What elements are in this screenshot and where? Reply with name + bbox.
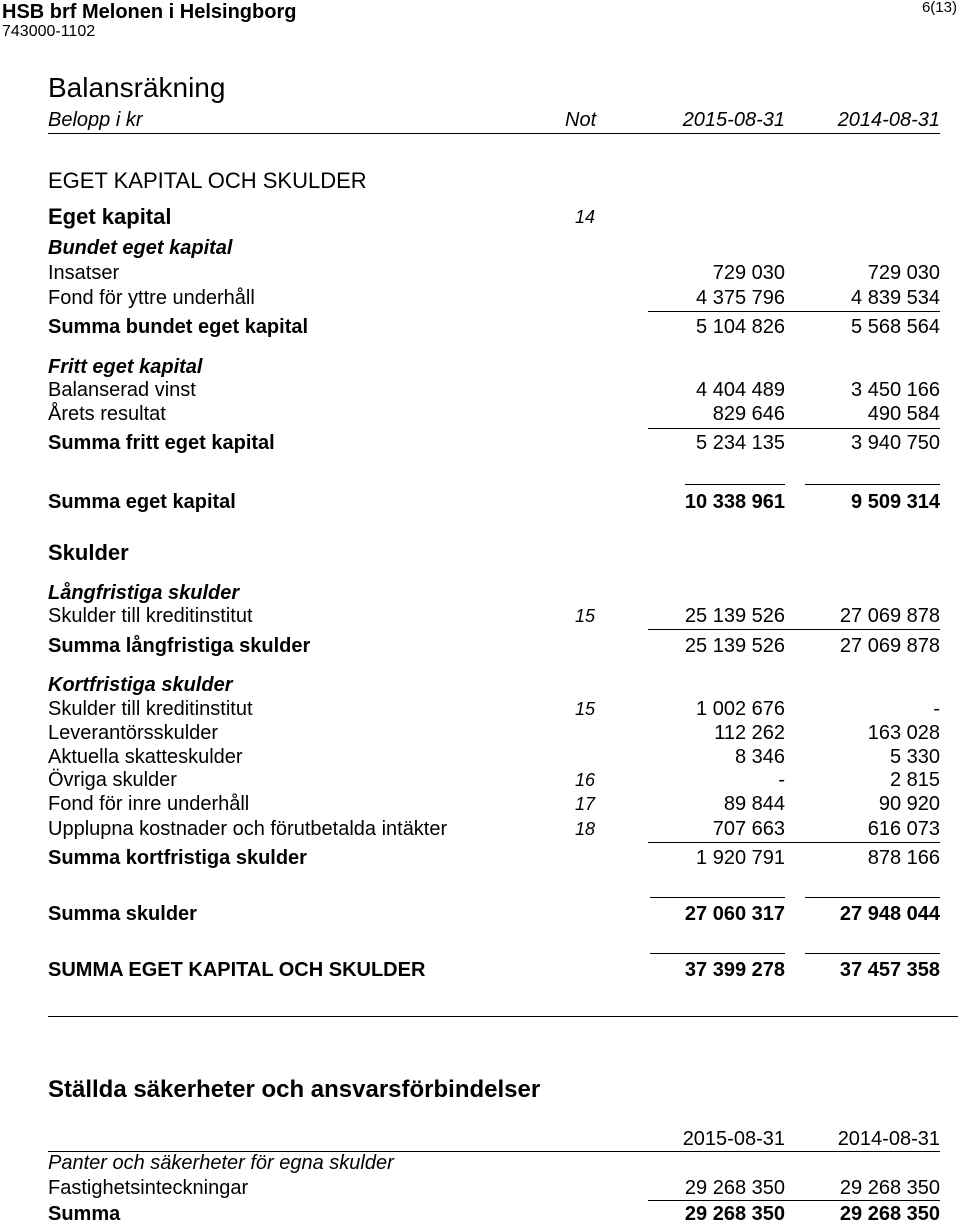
subtotal-rule: [648, 629, 940, 630]
row-aktuella-skatteskulder: [0, 746, 960, 768]
row-skulder-heading: [0, 542, 960, 564]
row-fritt-eget-kapital-heading: [0, 356, 960, 378]
row-summa-eget-kapital: [0, 491, 960, 513]
row-label: Skulder: [48, 540, 129, 565]
row-label: Summa kortfristiga skulder: [48, 847, 307, 869]
column-header-amount: Belopp i kr: [48, 109, 143, 131]
value-previous: 616 073: [867, 818, 940, 840]
value-previous: 5 330: [889, 746, 940, 768]
row-skulder-kreditinstitut-long: [0, 605, 960, 627]
row-bundet-eget-kapital-heading: [0, 237, 960, 259]
column-header-previous-year: 2014-08-31: [837, 1128, 940, 1150]
value-previous: 29 268 350: [839, 1203, 940, 1225]
row-eget-kapital-heading: [0, 206, 960, 228]
organization-name: HSB brf Melonen i Helsingborg: [2, 1, 297, 23]
row-label: Summa långfristiga skulder: [48, 635, 311, 657]
value-current: 4 375 796: [696, 287, 785, 309]
row-label: Balanserad vinst: [48, 379, 196, 401]
row-fond-yttre-underhall: [0, 287, 960, 309]
row-fastighetsinteckningar: [0, 1177, 960, 1199]
value-current: 112 262: [714, 722, 785, 744]
row-label: Insatser: [48, 262, 120, 284]
value-current: 1 920 791: [696, 847, 785, 869]
column-header-current-year: 2015-08-31: [682, 109, 785, 131]
row-label: Upplupna kostnader och förutbetalda intäkter: [48, 818, 448, 840]
value-current: 25 139 526: [684, 635, 785, 657]
value-current: 8 346: [734, 746, 785, 768]
row-note: 14: [575, 207, 596, 227]
row-summa-bundet-eget-kapital: [0, 316, 960, 338]
row-label: Långfristiga skulder: [48, 582, 240, 604]
row-pledges-summa: [0, 1203, 960, 1225]
row-label: Panter och säkerheter för egna skulder: [48, 1152, 394, 1174]
row-label: Kortfristiga skulder: [48, 674, 233, 696]
row-summa-kortfristiga-skulder: [0, 847, 960, 869]
value-previous: -: [933, 698, 940, 720]
section-title: EGET KAPITAL OCH SKULDER: [48, 168, 367, 193]
value-current: 27 060 317: [684, 903, 785, 925]
row-summa-eget-kapital-och-skulder: [0, 959, 960, 981]
row-balanserad-vinst: [0, 379, 960, 401]
value-previous: 27 069 878: [839, 605, 940, 627]
value-current: 25 139 526: [684, 605, 785, 627]
row-note: 16: [575, 770, 596, 790]
row-label: Summa skulder: [48, 903, 197, 925]
value-previous: 3 450 166: [851, 379, 940, 401]
row-skulder-kreditinstitut-short: [0, 698, 960, 720]
page-title: Balansräkning: [48, 72, 226, 103]
value-current: 829 646: [712, 403, 785, 425]
pledges-title: Ställda säkerheter och ansvarsförbindelser: [48, 1076, 541, 1103]
row-fond-inre-underhall: [0, 793, 960, 815]
row-upplupna-kostnader: [0, 818, 960, 840]
row-ovriga-skulder: [0, 769, 960, 791]
value-previous: 5 568 564: [851, 316, 940, 338]
row-note: 18: [575, 819, 596, 839]
row-label: Fond för inre underhåll: [48, 793, 250, 815]
value-previous: 29 268 350: [839, 1177, 940, 1199]
header-rule: [48, 133, 940, 134]
row-label: Summa fritt eget kapital: [48, 432, 275, 454]
row-note: 15: [575, 606, 596, 626]
value-previous: 3 940 750: [851, 432, 940, 454]
value-previous: 163 028: [867, 722, 940, 744]
value-previous: 490 584: [867, 403, 940, 425]
column-header-current-year: 2015-08-31: [682, 1128, 785, 1150]
value-current: 37 399 278: [684, 959, 785, 981]
value-current: 1 002 676: [696, 698, 785, 720]
row-label: Summa eget kapital: [48, 491, 236, 513]
row-label: Skulder till kreditinstitut: [48, 605, 253, 627]
column-header-note: Not: [565, 109, 597, 131]
pledges-column-header-row: [0, 1128, 960, 1150]
subtotal-rule: [648, 1200, 940, 1201]
row-arets-resultat: [0, 403, 960, 425]
value-previous: 90 920: [878, 793, 940, 815]
row-insatser: [0, 262, 960, 284]
value-current: 4 404 489: [696, 379, 785, 401]
value-previous: 729 030: [867, 262, 940, 284]
subtotal-rule: [648, 428, 940, 429]
column-header-row: [0, 109, 960, 131]
value-current: -: [778, 769, 785, 791]
row-label: Årets resultat: [48, 403, 166, 425]
row-note: 15: [575, 699, 596, 719]
value-current: 10 338 961: [684, 491, 785, 513]
total-rule-previous: [805, 484, 940, 485]
value-current: 729 030: [712, 262, 785, 284]
row-label: Skulder till kreditinstitut: [48, 698, 253, 720]
value-current: 707 663: [712, 818, 785, 840]
value-previous: 2 815: [889, 769, 940, 791]
row-label: Aktuella skatteskulder: [48, 746, 243, 768]
value-previous: 9 509 314: [851, 491, 940, 513]
row-note: 17: [575, 794, 596, 814]
value-previous: 878 166: [867, 847, 940, 869]
value-previous: 4 839 534: [851, 287, 940, 309]
section-divider: [48, 1016, 958, 1017]
row-label: Summa bundet eget kapital: [48, 316, 309, 338]
value-previous: 27 948 044: [839, 903, 940, 925]
value-previous: 37 457 358: [839, 959, 940, 981]
page-number: 6(13): [921, 0, 957, 16]
row-label: Fond för yttre underhåll: [48, 287, 255, 309]
row-summa-fritt-eget-kapital: [0, 432, 960, 454]
row-summa-skulder: [0, 903, 960, 925]
total-rule-current: [650, 953, 785, 954]
row-label: Fritt eget kapital: [48, 356, 203, 378]
row-label: Summa: [48, 1203, 121, 1225]
row-label: Eget kapital: [48, 204, 172, 229]
row-label: Leverantörsskulder: [48, 722, 219, 744]
total-rule-current: [650, 897, 785, 898]
value-current: 5 104 826: [696, 316, 785, 338]
row-langfristiga-skulder-heading: [0, 582, 960, 604]
value-current: 89 844: [723, 793, 785, 815]
row-leverantorsskulder: [0, 722, 960, 744]
row-kortfristiga-skulder-heading: [0, 674, 960, 696]
row-label: Bundet eget kapital: [48, 237, 233, 259]
value-current: 29 268 350: [684, 1177, 785, 1199]
subtotal-rule: [648, 842, 940, 843]
value-current: 5 234 135: [696, 432, 785, 454]
row-summa-langfristiga-skulder: [0, 635, 960, 657]
row-label: SUMMA EGET KAPITAL OCH SKULDER: [48, 959, 426, 981]
row-label: Övriga skulder: [48, 769, 177, 791]
value-previous: 27 069 878: [839, 635, 940, 657]
total-rule-previous: [805, 953, 940, 954]
organization-number: 743000-1102: [2, 23, 96, 40]
row-label: Fastighetsinteckningar: [48, 1177, 249, 1199]
subtotal-rule: [648, 311, 940, 312]
value-current: 29 268 350: [684, 1203, 785, 1225]
row-panter-heading: [0, 1152, 960, 1174]
total-rule-previous: [805, 897, 940, 898]
total-rule-current: [685, 484, 785, 485]
column-header-previous-year: 2014-08-31: [837, 109, 940, 131]
